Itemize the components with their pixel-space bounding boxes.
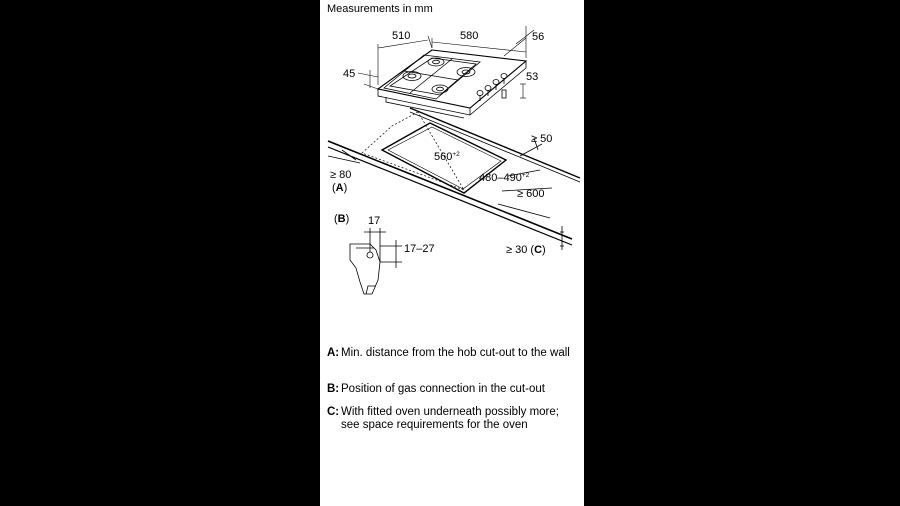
legend-item-a bbox=[327, 347, 579, 360]
diagram-panel bbox=[320, 0, 584, 506]
legend-item-b bbox=[327, 383, 579, 396]
dim-580-label: 580 bbox=[460, 30, 479, 42]
dim-45-label: 45 bbox=[343, 68, 356, 80]
worktop-depth-label: ≥ 600 bbox=[517, 188, 545, 200]
min-front-label: ≥ 50 bbox=[531, 133, 553, 145]
dim-510-label: 510 bbox=[392, 30, 411, 42]
gas-offset-label: 17 bbox=[368, 215, 381, 227]
hob-drawing bbox=[378, 50, 526, 118]
gas-connection-ref: (B) bbox=[334, 213, 350, 225]
dim-53-label: 53 bbox=[526, 71, 539, 83]
legend-text-c: With fitted oven underneath possibly more; see space requirements for the oven bbox=[341, 406, 559, 431]
legend-key-c: C: bbox=[327, 406, 340, 418]
legend-key-a: A: bbox=[327, 347, 340, 359]
worktop-drawing bbox=[328, 108, 580, 250]
gas-connection-detail bbox=[350, 228, 402, 294]
legend-text-a: Min. distance from the hob cut-out to the wall bbox=[341, 347, 570, 359]
dim-56-label: 56 bbox=[532, 31, 545, 43]
min-wall-ref: (A) bbox=[332, 182, 348, 194]
measurements-title: Measurements in mm bbox=[327, 3, 433, 15]
legend-key-b: B: bbox=[327, 383, 340, 395]
min-wall-label: ≥ 80 bbox=[330, 169, 352, 181]
cutout-depth-label: $480-490^{+2}$ bbox=[479, 172, 530, 184]
cutout-width-label: $560^{+2}$ bbox=[434, 151, 460, 163]
oven-gap-label: ≥ 30 (C) bbox=[506, 244, 546, 256]
legend-text-b: Position of gas connection in the cut-out bbox=[341, 383, 545, 395]
legend-item-c bbox=[327, 406, 579, 431]
gas-height-label: 17–27 bbox=[404, 243, 435, 255]
